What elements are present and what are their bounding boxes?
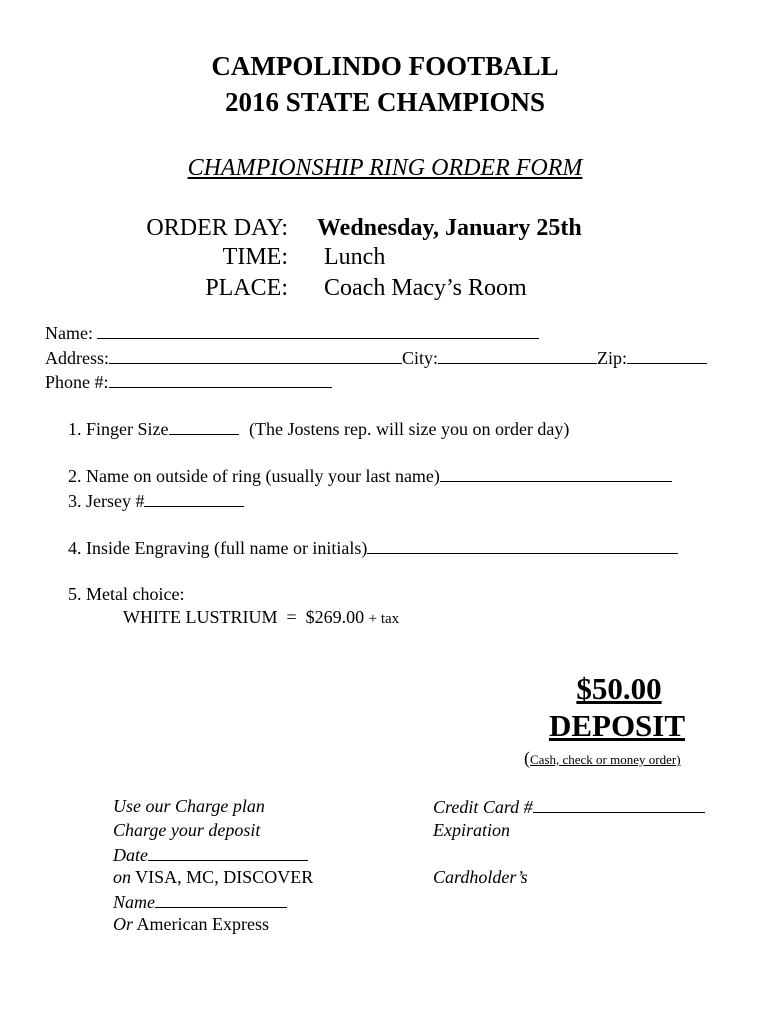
phone-row bbox=[45, 371, 332, 393]
credit-card-label: Credit Card # bbox=[433, 797, 533, 817]
amex-row bbox=[113, 914, 269, 935]
jersey-label: Jersey # bbox=[86, 491, 145, 511]
credit-card-row bbox=[433, 796, 705, 818]
jersey-item bbox=[68, 490, 244, 512]
ring-name-label: Name on outside of ring (usually your last name) bbox=[86, 466, 440, 486]
expiration-label: Expiration bbox=[433, 820, 510, 840]
cardholder-name-field[interactable] bbox=[155, 891, 287, 908]
name-sign-row bbox=[113, 891, 287, 913]
finger-size-field[interactable] bbox=[169, 418, 239, 435]
engraving-field[interactable] bbox=[367, 537, 678, 554]
deposit-methods-text: Cash, check or money order) bbox=[530, 752, 681, 767]
finger-size-item bbox=[68, 418, 569, 440]
order-day-label: ORDER DAY: bbox=[146, 215, 288, 241]
ring-name-item bbox=[68, 465, 672, 487]
address-label: Address: bbox=[45, 348, 109, 368]
item-number: 1. bbox=[68, 419, 82, 439]
phone-field[interactable] bbox=[109, 371, 332, 388]
order-day-value: Wednesday, January 25th bbox=[317, 215, 582, 241]
cardholder-label: Cardholder’s bbox=[433, 867, 528, 887]
engraving-item bbox=[68, 537, 678, 559]
date-label: Date bbox=[113, 845, 148, 865]
item-number: 3. bbox=[68, 491, 82, 511]
deposit-amount: $50.00 bbox=[576, 671, 662, 706]
name-label: Name: bbox=[45, 323, 93, 343]
finger-size-note: (The Jostens rep. will size you on order day) bbox=[249, 419, 570, 439]
time-value: Lunch bbox=[324, 244, 386, 270]
metal-option bbox=[123, 607, 399, 628]
card-types-row bbox=[113, 867, 313, 888]
place-value: Coach Macy’s Room bbox=[324, 275, 527, 301]
ring-name-field[interactable] bbox=[440, 465, 672, 482]
amex-or: Or bbox=[113, 914, 134, 934]
name-field[interactable] bbox=[97, 322, 539, 339]
time-label: TIME: bbox=[222, 244, 288, 270]
form-title: CAMPOLINDO FOOTBALL bbox=[211, 51, 559, 81]
zip-label: Zip: bbox=[597, 348, 628, 368]
city-label: City: bbox=[402, 348, 439, 368]
charge-plan-text: Use our Charge plan bbox=[113, 796, 265, 816]
item-number: 5. bbox=[68, 584, 82, 604]
deposit-methods bbox=[524, 748, 681, 769]
amex-text: American Express bbox=[133, 914, 269, 934]
item-number: 2. bbox=[68, 466, 82, 486]
engraving-label: Inside Engraving (full name or initials) bbox=[86, 538, 368, 558]
form-title-champions: 2016 STATE CHAMPIONS bbox=[224, 87, 546, 117]
name-row bbox=[45, 322, 539, 344]
jersey-field[interactable] bbox=[144, 490, 244, 507]
deposit-paren: ( bbox=[524, 748, 530, 768]
date-field[interactable] bbox=[148, 844, 308, 861]
address-row bbox=[45, 347, 707, 369]
metal-label: Metal choice: bbox=[86, 584, 185, 604]
metal-tax: + tax bbox=[368, 611, 400, 627]
form-subtitle: CHAMPIONSHIP RING ORDER FORM bbox=[187, 155, 583, 181]
item-number: 4. bbox=[68, 538, 82, 558]
city-field[interactable] bbox=[438, 347, 597, 364]
finger-size-label: Finger Size bbox=[86, 419, 169, 439]
phone-label: Phone #: bbox=[45, 372, 109, 392]
metal-item bbox=[68, 584, 184, 605]
zip-field[interactable] bbox=[627, 347, 707, 364]
charge-deposit-text: Charge your deposit bbox=[113, 820, 261, 840]
place-label: PLACE: bbox=[205, 275, 288, 301]
deposit-label: DEPOSIT bbox=[548, 708, 686, 743]
metal-option-price: WHITE LUSTRIUM = $269.00 bbox=[123, 607, 365, 627]
card-types-on: on bbox=[113, 867, 131, 887]
cardholder-name-label: Name bbox=[113, 892, 155, 912]
card-types-text: VISA, MC, DISCOVER bbox=[131, 867, 314, 887]
credit-card-field[interactable] bbox=[533, 796, 705, 813]
address-field[interactable] bbox=[109, 347, 402, 364]
date-row bbox=[113, 844, 308, 866]
